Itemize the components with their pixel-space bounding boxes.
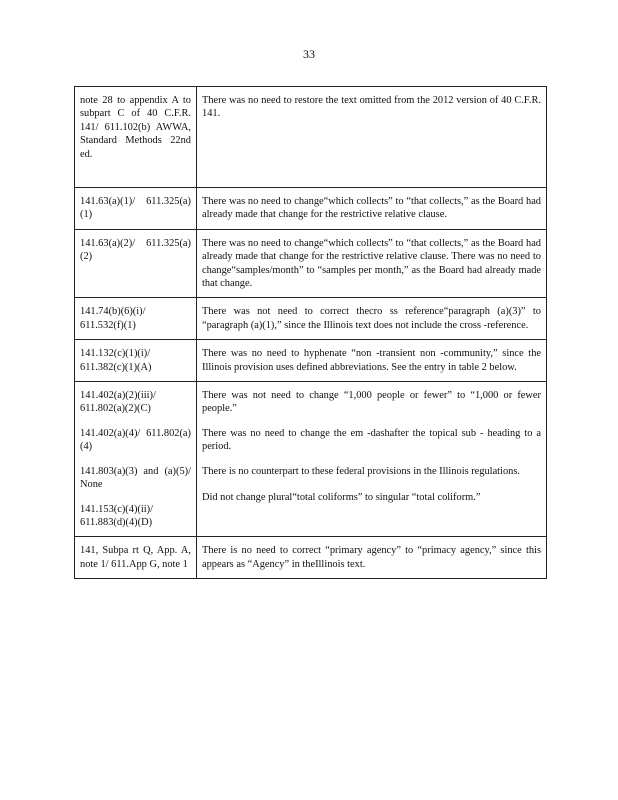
citation-text: 141.402(a)(4)/ 611.802(a)(4) <box>80 427 191 453</box>
comment-cell <box>197 340 547 382</box>
citation-cell <box>75 229 197 298</box>
citation-cell <box>75 340 197 382</box>
citation-text: 141.132(c)(1)(i)/ 611.382(c)(1)(A) <box>80 348 152 373</box>
table-row <box>75 229 547 298</box>
comment-text: There is no counterpart to these federal provisions in the Illinois regulations. <box>202 465 520 477</box>
comment-text: There was not need to correct thecro ss reference“paragraph (a)(3)” to “paragraph (a)(1),” since the Illinois text does not include the cross -reference. <box>202 306 541 331</box>
table-row <box>75 188 547 230</box>
table-row <box>75 537 547 579</box>
comparison-table <box>74 86 547 579</box>
citation-cell <box>75 382 197 537</box>
citation-cell <box>75 298 197 340</box>
citation-cell <box>75 87 197 188</box>
citation-cell <box>75 537 197 579</box>
citation-text: 141.153(c)(4)(ii)/ 611.883(d)(4)(D) <box>80 503 153 528</box>
citation-text: 141.803(a)(3) and (a)(5)/ None <box>80 465 191 491</box>
comment-cell <box>197 537 547 579</box>
table-row <box>75 382 547 537</box>
citation-text: 141.402(a)(2)(iii)/ 611.802(a)(2)(C) <box>80 390 156 415</box>
comment-text: There was no need to change“which collects” to “that collects,” as the Board had already made that change for the restrictive relative clause. <box>202 196 541 221</box>
comment-text: There was no need to change“which collects” to “that collects,” as the Board had already made that change for the restrictive relative clause. There was no need to change“samples/month” to “samples per month,” as the Board had already made that change. <box>202 237 541 290</box>
comment-text: There was no need to hyphenate “non -transient non -community,” since the Illinois provision uses defined abbreviations. See the entry in table 2 below. <box>202 348 541 373</box>
comment-text: Did not change plural“total coliforms” to singular “total coliform.” <box>202 492 481 504</box>
table-row <box>75 340 547 382</box>
table-row <box>75 298 547 340</box>
comment-cell <box>197 188 547 230</box>
citation-text: 141.74(b)(6)(i)/ 611.532(f)(1) <box>80 306 146 331</box>
comment-cell <box>197 382 547 537</box>
citation-text: 141.63(a)(1)/ 611.325(a)(1) <box>80 196 191 221</box>
comment-text: There is no need to correct “primary agency” to “primacy agency,” since this appears as “Agency” in theIllinois text. <box>202 545 541 570</box>
citation-text: 141.63(a)(2)/ 611.325(a)(2) <box>80 237 191 263</box>
comment-cell <box>197 229 547 298</box>
citation-text: note 28 to appendix A to subpart C of 40 C.F.R. 141/ 611.102(b) AWWA, Standard Methods 22nd ed. <box>80 95 191 160</box>
comment-text: There was no need to change the em -dashafter the topical sub - heading to a period. <box>202 427 541 453</box>
comment-text: There was not need to change “1,000 people or fewer” to “1,000 or fewer people.” <box>202 390 541 415</box>
page-number: 33 <box>303 47 315 61</box>
comment-cell <box>197 298 547 340</box>
comment-cell <box>197 87 547 188</box>
citation-text: 141, Subpa rt Q, App. A, note 1/ 611.App G, note 1 <box>80 545 191 570</box>
citation-cell <box>75 188 197 230</box>
comment-text: There was no need to restore the text omitted from the 2012 version of 40 C.F.R. 141. <box>202 95 541 120</box>
table-row <box>75 87 547 188</box>
